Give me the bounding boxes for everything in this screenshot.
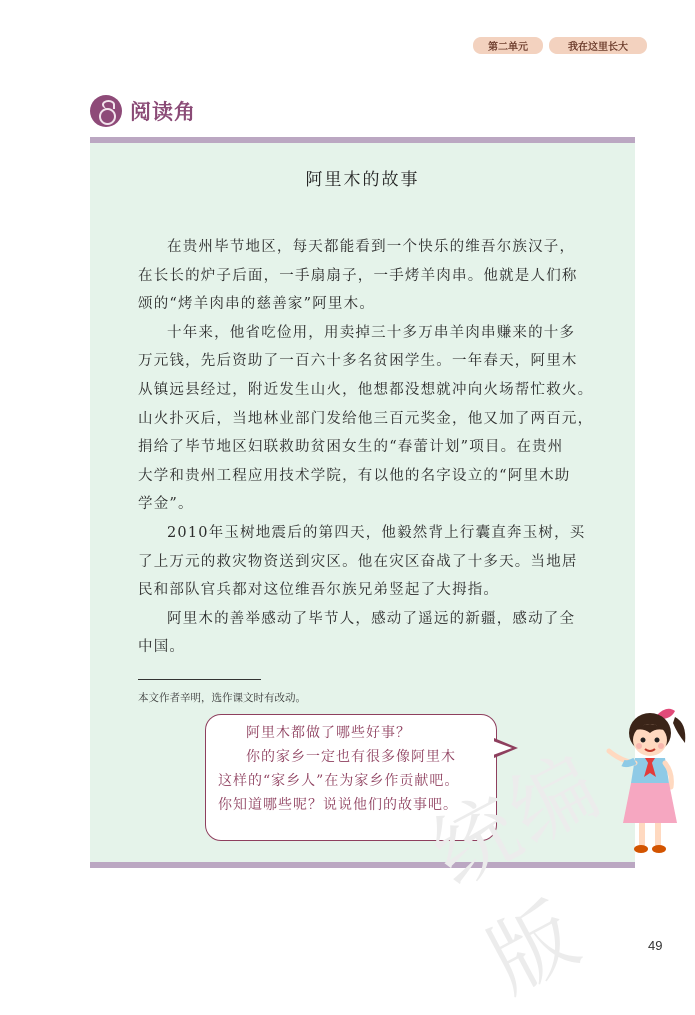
- bubble-line: 这样的“家乡人”在为家乡作贡献吧。: [218, 773, 460, 789]
- bubble-text: [218, 721, 488, 817]
- story-line: 民和部队官兵都对这位维吾尔族兄弟竖起了大拇指。: [138, 582, 500, 599]
- theme-tab: 我在这里长大: [549, 37, 647, 54]
- story-title: 阿里木的故事: [305, 170, 420, 190]
- girl-illustration: [595, 703, 695, 863]
- story-line: 在长长的炉子后面，一手扇扇子，一手烤羊肉串。他就是人们称: [138, 267, 578, 284]
- story-line: 了上万元的救灾物资送到灾区。他在灾区奋战了十多天。当地居: [138, 553, 578, 570]
- bubble-tail-inner: [493, 741, 512, 755]
- reading-panel: [90, 143, 635, 862]
- story-line: 2010年玉树地震后的第四天，他毅然背上行囊直奔玉树，买: [167, 524, 586, 541]
- unit-tab: 第二单元: [473, 37, 543, 54]
- section-title: 阅读角: [130, 100, 196, 124]
- story-line: 捐给了毕节地区妇联救助贫困女生的“春蕾计划”项目。在贵州: [138, 439, 564, 456]
- story-line: 阿里木的善举感动了毕节人，感动了遥远的新疆，感动了全: [167, 610, 576, 627]
- story-line: 山火扑灭后，当地林业部门发给他三百元奖金，他又加了两百元，: [138, 410, 594, 427]
- story-line: 万元钱，先后资助了一百六十多名贫困学生。一年春天，阿里木: [138, 353, 578, 370]
- footnote-rule: [138, 679, 261, 680]
- page-number: 49: [648, 938, 663, 953]
- story-line: 大学和贵州工程应用技术学院，有以他的名字设立的“阿里木助: [138, 467, 571, 484]
- story-line: 中国。: [138, 639, 186, 656]
- section-heading: [90, 93, 196, 129]
- apple-leaf-icon: [90, 95, 122, 127]
- bottom-divider-bar: [90, 862, 635, 868]
- footnote: 本文作者辛明，选作课文时有改动。: [138, 692, 306, 704]
- bubble-line: 你知道哪些呢？说说他们的故事吧。: [218, 797, 458, 813]
- watermark: 统编版: [415, 734, 618, 1011]
- story-line: 从镇远县经过，附近发生山火，他想都没想就冲向火场帮忙救火。: [138, 381, 594, 398]
- story-line: 在贵州毕节地区，每天都能看到一个快乐的维吾尔族汉子，: [167, 239, 576, 255]
- story-body: [138, 233, 600, 662]
- story-line: 颂的“烤羊肉串的慈善家”阿里木。: [138, 296, 376, 313]
- speech-bubble: [205, 714, 497, 841]
- bubble-line: 阿里木都做了哪些好事？: [246, 725, 411, 741]
- story-line: 学金”。: [138, 496, 194, 513]
- story-line: 十年来，他省吃俭用，用卖掉三十多万串羊肉串赚来的十多: [167, 324, 576, 341]
- bubble-line: 你的家乡一定也有很多像阿里木: [246, 749, 456, 765]
